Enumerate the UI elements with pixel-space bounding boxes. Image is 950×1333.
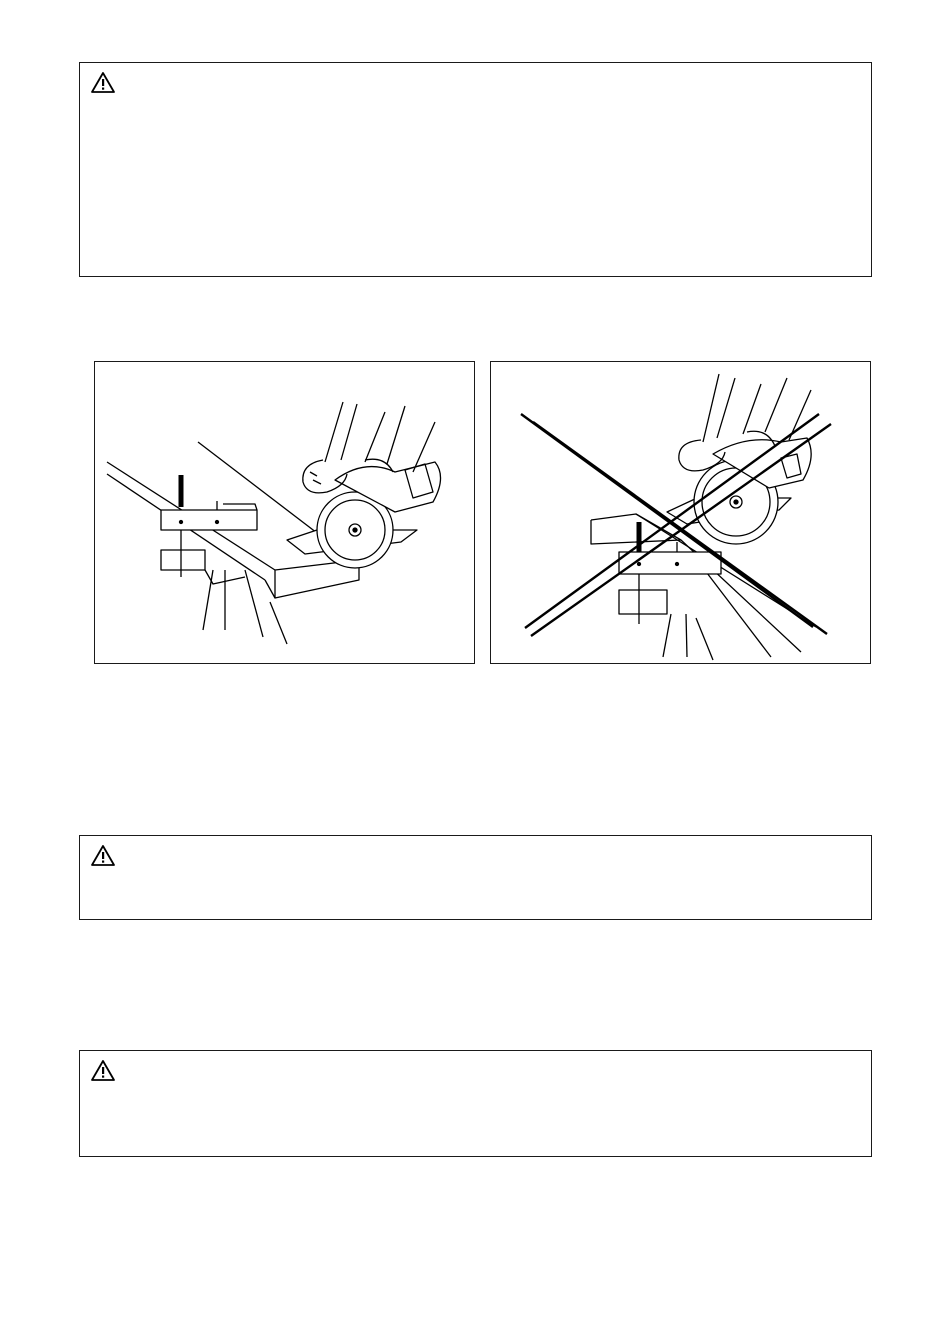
warning-box-2	[79, 835, 872, 920]
circular-saw-cutting-supported-board	[95, 362, 475, 664]
warning-triangle-icon	[90, 1059, 116, 1083]
figure-correct-support	[94, 361, 475, 664]
warning-triangle-icon	[90, 844, 116, 868]
crossed-out-circular-saw-cutting-board	[491, 362, 871, 664]
warning-triangle-icon	[90, 71, 116, 95]
warning-box-3	[79, 1050, 872, 1157]
warning-box-1	[79, 62, 872, 277]
figure-incorrect-support	[490, 361, 871, 664]
